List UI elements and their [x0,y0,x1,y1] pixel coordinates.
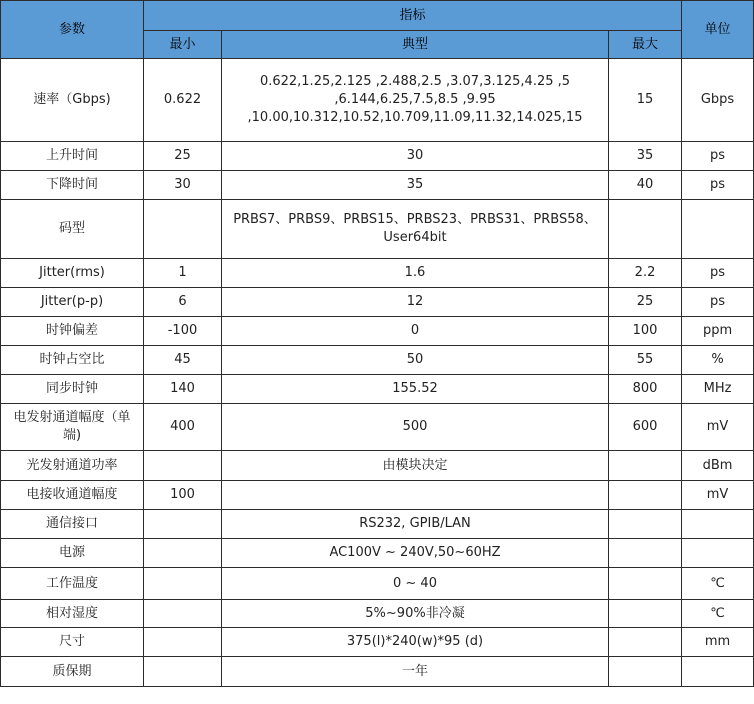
param-cell: 电源 [1,539,144,568]
header-unit: 单位 [682,1,754,59]
param-line: 端) [62,428,82,443]
typ-cell: 50 [222,346,609,375]
max-cell: 600 [609,404,682,451]
typ-cell: 35 [222,171,609,200]
typ-cell: AC100V ~ 240V,50~60HZ [222,539,609,568]
typ-line: ,10.00,10.312,10.52,10.709,11.09,11.32,14.025,15 [247,110,583,125]
typ-cell: 0 ~ 40 [222,568,609,600]
min-cell [144,628,222,657]
param-cell: 码型 [1,200,144,259]
max-cell: 15 [609,59,682,142]
header-max: 最大 [609,31,682,59]
typ-cell: 375(l)*240(w)*95 (d) [222,628,609,657]
max-cell [609,539,682,568]
min-cell: 6 [144,288,222,317]
unit-cell: Gbps [682,59,754,142]
unit-cell: ps [682,171,754,200]
param-cell: 时钟占空比 [1,346,144,375]
max-cell [609,200,682,259]
max-cell: 40 [609,171,682,200]
typ-cell: 一年 [222,657,609,687]
param-cell: 上升时间 [1,142,144,171]
table-row [1,200,754,259]
param-cell: Jitter(rms) [1,259,144,288]
unit-cell: mm [682,628,754,657]
param-cell: 相对湿度 [1,600,144,628]
table-row [1,59,754,142]
max-cell: 100 [609,317,682,346]
min-cell: 1 [144,259,222,288]
min-cell: 25 [144,142,222,171]
unit-cell: ℃ [682,568,754,600]
typ-line: 0.622,1.25,2.125 ,2.488,2.5 ,3.07,3.125,4.25 ,5 [259,74,571,89]
table-row [1,288,754,317]
header-indicator: 指标 [144,1,682,31]
min-cell: 0.622 [144,59,222,142]
table-row [1,600,754,628]
max-cell [609,657,682,687]
param-cell: 工作温度 [1,568,144,600]
unit-cell: ps [682,142,754,171]
min-cell [144,539,222,568]
typ-cell: 5%~90%非冷凝 [222,600,609,628]
table-row [1,539,754,568]
typ-cell: 1.6 [222,259,609,288]
min-cell [144,568,222,600]
param-cell: 电接收通道幅度 [1,481,144,510]
table-row [1,404,754,451]
min-cell [144,657,222,687]
min-cell: 400 [144,404,222,451]
min-cell [144,200,222,259]
unit-cell: ps [682,259,754,288]
table-row [1,657,754,687]
unit-cell: ℃ [682,600,754,628]
unit-cell [682,539,754,568]
typ-cell [222,481,609,510]
min-cell: -100 [144,317,222,346]
table-row [1,375,754,404]
table-row [1,451,754,481]
table-row [1,142,754,171]
min-cell [144,600,222,628]
typ-cell: 155.52 [222,375,609,404]
table-row [1,481,754,510]
typ-cell: 0 [222,317,609,346]
typ-cell: 12 [222,288,609,317]
table-row [1,259,754,288]
min-cell [144,451,222,481]
header-typ: 典型 [222,31,609,59]
table-row [1,317,754,346]
max-cell: 55 [609,346,682,375]
min-cell: 140 [144,375,222,404]
min-cell: 100 [144,481,222,510]
max-cell: 25 [609,288,682,317]
unit-cell: dBm [682,451,754,481]
typ-line: ,6.144,6.25,7.5,8.5 ,9.95 [334,92,496,107]
max-cell [609,600,682,628]
param-cell: Jitter(p-p) [1,288,144,317]
typ-cell: RS232, GPIB/LAN [222,510,609,539]
min-cell: 30 [144,171,222,200]
unit-cell: % [682,346,754,375]
param-cell: 下降时间 [1,171,144,200]
unit-cell [682,657,754,687]
param-cell: 速率（Gbps) [1,59,144,142]
param-cell: 通信接口 [1,510,144,539]
typ-cell: 30 [222,142,609,171]
max-cell: 2.2 [609,259,682,288]
table-row [1,568,754,600]
table-row [1,346,754,375]
table-row [1,628,754,657]
unit-cell: ppm [682,317,754,346]
typ-cell: 500 [222,404,609,451]
typ-cell: 由模块决定 [222,451,609,481]
table-row [1,510,754,539]
unit-cell: mV [682,404,754,451]
max-cell [609,481,682,510]
typ-line: User64bit [383,230,447,245]
min-cell: 45 [144,346,222,375]
typ-cell [222,200,609,259]
unit-cell [682,510,754,539]
max-cell: 35 [609,142,682,171]
header-min: 最小 [144,31,222,59]
header-param: 参数 [1,1,144,59]
unit-cell: MHz [682,375,754,404]
typ-cell [222,59,609,142]
min-cell [144,510,222,539]
param-cell: 尺寸 [1,628,144,657]
typ-line: PRBS7、PRBS9、PRBS15、PRBS23、PRBS31、PRBS58、 [233,212,597,227]
param-cell: 时钟偏差 [1,317,144,346]
unit-cell: ps [682,288,754,317]
unit-cell [682,200,754,259]
max-cell: 800 [609,375,682,404]
unit-cell: mV [682,481,754,510]
max-cell [609,451,682,481]
max-cell [609,510,682,539]
param-cell: 质保期 [1,657,144,687]
param-line: 电发射通道幅度（单 [13,410,131,425]
max-cell [609,628,682,657]
table-row [1,171,754,200]
param-cell [1,404,144,451]
param-cell: 同步时钟 [1,375,144,404]
param-cell: 光发射通道功率 [1,451,144,481]
max-cell [609,568,682,600]
